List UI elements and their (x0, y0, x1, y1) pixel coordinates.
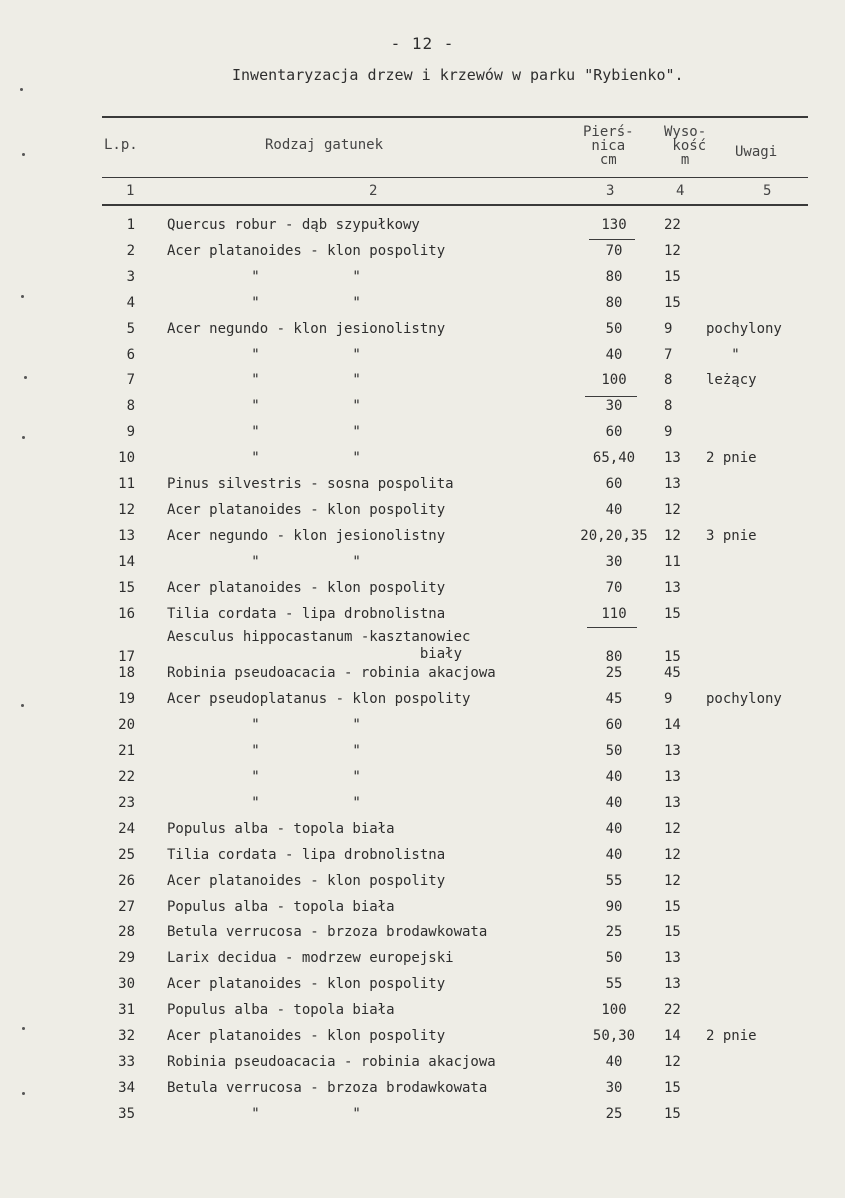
cell-diameter: 40 (605, 846, 623, 863)
cell-lp: 17 (118, 649, 135, 666)
cell-height: 13 (664, 769, 681, 785)
cell-diameter: 40 (605, 820, 623, 837)
table-row (0, 1028, 845, 1048)
cell-lp: 33 (118, 1053, 135, 1070)
table-row (0, 295, 845, 315)
cell-diameter: 60 (605, 424, 623, 441)
header-diameter: Pierś- nica cm (583, 124, 634, 168)
table-row (0, 924, 845, 944)
table-row (0, 217, 845, 237)
cell-height: 13 (664, 743, 681, 760)
cell-diameter: 20,20,35 (580, 527, 648, 544)
cell-height: 13 (664, 950, 681, 967)
cell-height: 14 (664, 717, 681, 734)
cell-lp: 15 (118, 579, 135, 596)
cell-height: 15 (664, 924, 681, 941)
table-row (0, 1054, 845, 1074)
header-height: Wyso- kość m (664, 124, 707, 168)
cell-species: " " (167, 743, 361, 760)
table-row (0, 743, 845, 763)
cell-species: " " (167, 268, 361, 285)
table-row (0, 476, 845, 496)
numbers-rule (102, 204, 808, 206)
table-row (0, 580, 845, 600)
cell-height: 13 (664, 476, 681, 492)
cell-height: 14 (664, 1028, 681, 1044)
cell-lp: 24 (118, 820, 135, 837)
cell-height: 9 (664, 320, 673, 337)
pen-underline (585, 396, 637, 397)
pen-underline (587, 627, 637, 628)
cell-lp: 34 (118, 1079, 135, 1096)
cell-diameter: 80 (605, 649, 623, 666)
cell-lp: 13 (118, 527, 135, 544)
cell-height: 12 (664, 872, 681, 889)
cell-lp: 16 (118, 605, 135, 622)
cell-diameter: 40 (605, 501, 623, 518)
cell-species: Acer pseudoplatanus - klon pospolity (167, 691, 471, 708)
table-row (0, 347, 845, 367)
cell-diameter: 130 (601, 217, 627, 233)
top-rule (102, 116, 808, 118)
cell-diameter: 110 (601, 605, 627, 622)
column-number: 5 (763, 183, 772, 199)
cell-height: 7 (664, 346, 673, 363)
cell-diameter: 40 (605, 1053, 623, 1070)
cell-lp: 7 (126, 372, 135, 389)
table-row (0, 554, 845, 574)
cell-species: " " (167, 794, 361, 811)
cell-species: Quercus robur - dąb szypułkowy (167, 217, 420, 233)
cell-height: 8 (664, 372, 673, 389)
cell-lp: 9 (126, 424, 135, 441)
cell-species: " " (167, 398, 361, 415)
table-row (0, 1080, 845, 1100)
pen-underline (589, 239, 635, 240)
cell-lp: 6 (126, 346, 135, 363)
cell-height: 15 (664, 1105, 681, 1122)
table-row (0, 795, 845, 815)
cell-diameter: 45 (605, 691, 623, 708)
cell-diameter: 25 (605, 1105, 623, 1122)
cell-species: Pinus silvestris - sosna pospolita (167, 476, 454, 492)
cell-species: Acer platanoides - klon pospolity (167, 242, 446, 259)
table-row (0, 976, 845, 996)
table-row (0, 424, 845, 444)
header-name: Rodzaj gatunek (265, 137, 384, 153)
cell-lp: 22 (118, 769, 135, 785)
cell-lp: 21 (118, 743, 135, 760)
cell-height: 9 (664, 424, 673, 441)
table-row (0, 321, 845, 341)
table-row (0, 243, 845, 263)
cell-height: 13 (664, 579, 681, 596)
cell-height: 15 (664, 605, 681, 622)
cell-height: 8 (664, 398, 673, 415)
cell-remarks: pochylony (706, 320, 782, 337)
cell-species: " " (167, 450, 361, 467)
cell-lp: 20 (118, 717, 135, 734)
cell-height: 12 (664, 501, 681, 518)
table-row (0, 1002, 845, 1022)
cell-lp: 29 (118, 950, 135, 967)
cell-species: Robinia pseudoacacia - robinia akacjowa (167, 1053, 496, 1070)
cell-diameter: 40 (605, 794, 623, 811)
table-row (0, 502, 845, 522)
table-row (0, 450, 845, 470)
cell-lp: 4 (126, 294, 135, 311)
cell-height: 13 (664, 794, 681, 811)
cell-species: " " (167, 769, 361, 785)
cell-diameter: 25 (605, 665, 623, 682)
cell-height: 12 (664, 527, 681, 544)
cell-species: Tilia cordata - lipa drobnolistna (167, 605, 446, 622)
page-number: - 12 - (390, 34, 455, 53)
cell-species: Betula verrucosa - brzoza brodawkowata (167, 924, 488, 941)
cell-diameter: 80 (605, 294, 623, 311)
cell-species: Acer platanoides - klon pospolity (167, 579, 446, 596)
cell-remarks: " (706, 346, 740, 363)
cell-diameter: 50,30 (592, 1028, 636, 1044)
column-number: 1 (126, 183, 135, 199)
cell-lp: 5 (126, 320, 135, 337)
cell-height: 13 (664, 976, 681, 993)
cell-diameter: 55 (605, 872, 623, 889)
cell-height: 15 (664, 268, 681, 285)
cell-species: " " (167, 717, 361, 734)
table-row (0, 665, 845, 685)
cell-species: Acer platanoides - klon pospolity (167, 976, 446, 993)
cell-lp: 27 (118, 898, 135, 915)
cell-diameter: 25 (605, 924, 623, 941)
cell-species: " " (167, 294, 361, 311)
cell-lp: 30 (118, 976, 135, 993)
cell-species: Acer platanoides - klon pospolity (167, 501, 446, 518)
cell-lp: 32 (118, 1028, 135, 1044)
cell-lp: 26 (118, 872, 135, 889)
column-number: 4 (676, 183, 685, 199)
cell-lp: 8 (126, 398, 135, 415)
table-row (0, 398, 845, 418)
cell-diameter: 80 (605, 268, 623, 285)
cell-height: 12 (664, 1053, 681, 1070)
cell-diameter: 30 (605, 553, 623, 570)
cell-species: Acer platanoides - klon pospolity (167, 1028, 446, 1044)
cell-lp: 12 (118, 501, 135, 518)
cell-species: Robinia pseudoacacia - robinia akacjowa (167, 665, 496, 682)
header-rule (102, 177, 808, 178)
cell-species: " " (167, 553, 361, 570)
cell-species: Populus alba - topola biała (167, 1002, 395, 1019)
cell-height: 13 (664, 450, 681, 467)
cell-lp: 25 (118, 846, 135, 863)
table-row (0, 899, 845, 919)
cell-height: 12 (664, 820, 681, 837)
cell-remarks: 2 pnie (706, 450, 757, 467)
table-row (0, 606, 845, 626)
cell-species: " " (167, 346, 361, 363)
cell-diameter: 30 (605, 1079, 623, 1096)
cell-lp: 2 (126, 242, 135, 259)
cell-species: Aesculus hippocastanum -kasztanowiec biały (167, 629, 471, 663)
cell-species: Betula verrucosa - brzoza brodawkowata (167, 1079, 488, 1096)
document-title: Inwentaryzacja drzew i krzewów w parku "Rybienko". (232, 66, 684, 84)
cell-lp: 28 (118, 924, 135, 941)
cell-lp: 11 (118, 476, 135, 492)
cell-height: 15 (664, 294, 681, 311)
cell-diameter: 50 (605, 743, 623, 760)
cell-diameter: 100 (601, 372, 627, 389)
cell-species: Tilia cordata - lipa drobnolistna (167, 846, 446, 863)
cell-height: 9 (664, 691, 673, 708)
cell-lp: 23 (118, 794, 135, 811)
margin-dot (20, 88, 23, 91)
table-row (0, 1106, 845, 1126)
cell-remarks: leżący (706, 372, 757, 389)
cell-lp: 18 (118, 665, 135, 682)
cell-diameter: 70 (605, 242, 623, 259)
cell-height: 22 (664, 1002, 681, 1019)
cell-remarks: 3 pnie (706, 527, 757, 544)
cell-height: 45 (664, 665, 681, 682)
column-number: 3 (606, 183, 615, 199)
table-row (0, 821, 845, 841)
table-row (0, 372, 845, 392)
cell-species: " " (167, 1105, 361, 1122)
cell-lp: 19 (118, 691, 135, 708)
cell-species: Larix decidua - modrzew europejski (167, 950, 454, 967)
cell-diameter: 60 (605, 717, 623, 734)
cell-species: Acer platanoides - klon pospolity (167, 872, 446, 889)
cell-diameter: 55 (605, 976, 623, 993)
cell-height: 22 (664, 217, 681, 233)
cell-diameter: 70 (605, 579, 623, 596)
cell-diameter: 60 (605, 476, 623, 492)
cell-height: 15 (664, 1079, 681, 1096)
cell-diameter: 100 (601, 1002, 627, 1019)
column-number: 2 (369, 183, 378, 199)
cell-lp: 31 (118, 1002, 135, 1019)
cell-height: 12 (664, 242, 681, 259)
cell-diameter: 50 (605, 950, 623, 967)
cell-species: " " (167, 372, 361, 389)
table-row (0, 269, 845, 289)
cell-remarks: 2 pnie (706, 1028, 757, 1044)
margin-dot (22, 153, 25, 156)
cell-height: 15 (664, 649, 681, 666)
table-row (0, 769, 845, 789)
cell-lp: 14 (118, 553, 135, 570)
cell-height: 12 (664, 846, 681, 863)
table-row (0, 691, 845, 711)
cell-diameter: 65,40 (592, 450, 636, 467)
table-row (0, 873, 845, 893)
header-lp: L.p. (104, 137, 138, 153)
table-row (0, 528, 845, 548)
cell-diameter: 40 (605, 769, 623, 785)
cell-height: 11 (664, 553, 681, 570)
cell-height: 15 (664, 898, 681, 915)
table-row (0, 717, 845, 737)
cell-species: Populus alba - topola biała (167, 820, 395, 837)
cell-species: " " (167, 424, 361, 441)
table-row (0, 950, 845, 970)
cell-species: Acer negundo - klon jesionolistny (167, 527, 446, 544)
cell-diameter: 30 (605, 398, 623, 415)
table-row (0, 629, 845, 666)
cell-diameter: 40 (605, 346, 623, 363)
cell-lp: 3 (126, 268, 135, 285)
cell-diameter: 90 (605, 898, 623, 915)
cell-remarks: pochylony (706, 691, 782, 708)
cell-species: Populus alba - topola biała (167, 898, 395, 915)
cell-lp: 10 (118, 450, 135, 467)
table-row (0, 847, 845, 867)
cell-lp: 35 (118, 1105, 135, 1122)
cell-lp: 1 (126, 217, 135, 233)
header-remarks: Uwagi (735, 144, 778, 160)
cell-species: Acer negundo - klon jesionolistny (167, 320, 446, 337)
cell-diameter: 50 (605, 320, 623, 337)
